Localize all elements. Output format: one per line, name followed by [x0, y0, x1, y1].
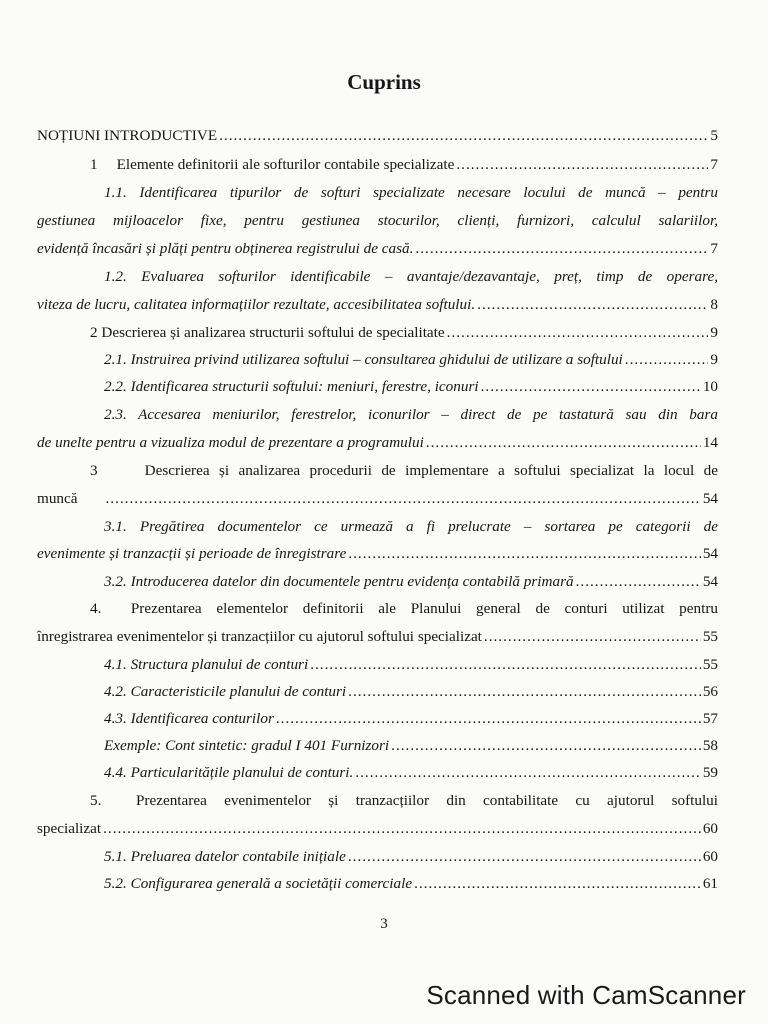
toc-entry-title: 2.1. Instruirea privind utilizarea softului – consultarea ghidului de utilizare a softului [104, 351, 623, 368]
toc-entry-line: gestiunea mijloacelor fixe, pentru gestiunea stocurilor, clienți, furnizori, calculul salariilor, [37, 212, 718, 229]
toc-entry-title: Exemple: Cont sintetic: gradul I 401 Furnizori [104, 737, 390, 754]
toc-entry-title: 2 Descrierea și analizarea structurii softului de specialitate [90, 324, 445, 341]
toc-entry-title: evidență încasări și plăți pentru obținerea registrului de casă. [37, 240, 414, 257]
toc-entry-page: 54 [702, 573, 718, 590]
dot-leader [310, 655, 701, 675]
toc-entry-line: 5. Prezentarea evenimentelor și tranzacțiilor din contabilitate cu ajutorul softului [90, 792, 718, 809]
dot-leader [456, 155, 708, 175]
page-number: 3 [380, 916, 388, 932]
page-title: Cuprins [347, 70, 421, 94]
toc-entry-title: 5.1. Preluarea datelor contabile inițiale [104, 848, 346, 865]
toc-entry[interactable] [104, 874, 718, 894]
toc-entry[interactable] [37, 819, 718, 839]
toc-entry[interactable] [37, 433, 718, 453]
toc-entry-title: 5.2. Configurarea generală a societății comerciale [104, 875, 413, 892]
toc-entry-title: de unelte pentru a vizualiza modul de prezentare a programului [37, 434, 424, 451]
toc-entry-title: NOȚIUNI INTRODUCTIVE [37, 127, 218, 144]
toc-entry-page: 60 [702, 820, 718, 837]
toc-entry-title: specializat [37, 820, 102, 837]
dot-leader [348, 682, 701, 702]
toc-entry[interactable] [37, 627, 718, 647]
dot-leader [103, 819, 701, 839]
toc-entry[interactable] [104, 377, 718, 397]
dot-leader [355, 763, 701, 783]
toc-entry[interactable] [37, 295, 718, 315]
dot-leader [391, 736, 701, 756]
toc-entry-page: 60 [702, 848, 718, 865]
dot-leader [219, 126, 708, 146]
toc-entry-page: 61 [702, 875, 718, 892]
toc-entry-page: 56 [702, 683, 718, 700]
toc-entry-line: 3 Descrierea și analizarea procedurii de implementare a softului specializat la locul de [90, 462, 718, 479]
dot-leader [481, 377, 701, 397]
toc-entry-page: 14 [702, 434, 718, 451]
dot-leader [348, 544, 700, 564]
toc-entry[interactable] [104, 682, 718, 702]
toc-entry-page: 59 [702, 764, 718, 781]
toc-entry-title: înregistrarea evenimentelor și tranzacțiilor cu ajutorul softului specializat [37, 628, 482, 645]
toc-entry[interactable] [104, 709, 718, 729]
toc-entry-title: 4.4. Particularitățile planului de conturi. [104, 764, 354, 781]
toc-entry[interactable] [104, 572, 718, 592]
toc-entry-title: 4.2. Caracteristicile planului de conturi [104, 683, 347, 700]
dot-leader [276, 709, 701, 729]
toc-entry-page: 58 [702, 737, 718, 754]
toc-entry-page: 5 [710, 127, 718, 144]
dot-leader [477, 295, 708, 315]
toc-entry-page: 9 [710, 351, 718, 368]
dot-leader [348, 847, 701, 867]
toc-entry-title: 4.3. Identificarea conturilor [104, 710, 274, 727]
toc-entry[interactable] [37, 126, 718, 146]
toc-entry-line: 1.2. Evaluarea softurilor identificabile – avantaje/dezavantaje, preț, timp de operare, [104, 268, 718, 285]
toc-entry-page: 54 [702, 490, 718, 507]
toc-entry-page: 9 [710, 324, 718, 341]
dot-leader [105, 489, 700, 509]
toc-entry-page: 55 [702, 656, 718, 673]
dot-leader [447, 323, 709, 343]
toc-entry[interactable] [104, 655, 718, 675]
toc-entry[interactable] [37, 489, 718, 509]
toc-entry-title: 2.2. Identificarea structurii softului: meniuri, ferestre, iconuri [104, 378, 479, 395]
toc-entry-line: 1.1. Identificarea tipurilor de softuri specializate necesare locului de muncă – pentru [104, 184, 718, 201]
dot-leader [415, 239, 708, 259]
toc-entry[interactable] [37, 544, 718, 564]
toc-entry-title: 3.2. Introducerea datelor din documentele pentru evidența contabilă primară [104, 573, 574, 590]
toc-entry[interactable] [104, 847, 718, 867]
toc-entry-title: viteza de lucru, calitatea informațiilor rezultate, accesibilitatea softului. [37, 296, 476, 313]
toc-entry-title: 1 Elemente definitorii ale softurilor contabile specializate [90, 156, 455, 173]
toc-entry-page: 7 [710, 156, 718, 173]
toc-entry-line: 3.1. Pregătirea documentelor ce urmează a fi prelucrate – sortarea pe categorii de [104, 518, 718, 535]
dot-leader [625, 350, 709, 370]
toc-entry[interactable] [90, 155, 718, 175]
toc-entry-page: 57 [702, 710, 718, 727]
toc-entry-title: 4.1. Structura planului de conturi [104, 656, 309, 673]
dot-leader [414, 874, 701, 894]
toc-entry-page: 8 [710, 296, 718, 313]
dot-leader [484, 627, 701, 647]
toc-entry[interactable] [104, 350, 718, 370]
scanner-watermark: Scanned with CamScanner [426, 980, 746, 1010]
toc-entry[interactable] [37, 239, 718, 259]
toc-entry-page: 10 [702, 378, 718, 395]
toc-entry[interactable] [104, 763, 718, 783]
toc-entry-line: 2.3. Accesarea meniurilor, ferestrelor, iconurilor – direct de pe tastatură sau din bara [104, 406, 718, 423]
dot-leader [576, 572, 701, 592]
toc-entry-page: 54 [702, 545, 718, 562]
toc-entry[interactable] [90, 323, 718, 343]
dot-leader [426, 433, 701, 453]
toc-entry[interactable] [104, 736, 718, 756]
toc-entry-page: 55 [702, 628, 718, 645]
toc-entry-title: muncă [37, 490, 78, 507]
toc-entry-title: evenimente și tranzacții și perioade de înregistrare [37, 545, 347, 562]
toc-entry-line: 4. Prezentarea elementelor definitorii ale Planului general de conturi utilizat pentru [90, 600, 718, 617]
toc-entry-page: 7 [710, 240, 718, 257]
